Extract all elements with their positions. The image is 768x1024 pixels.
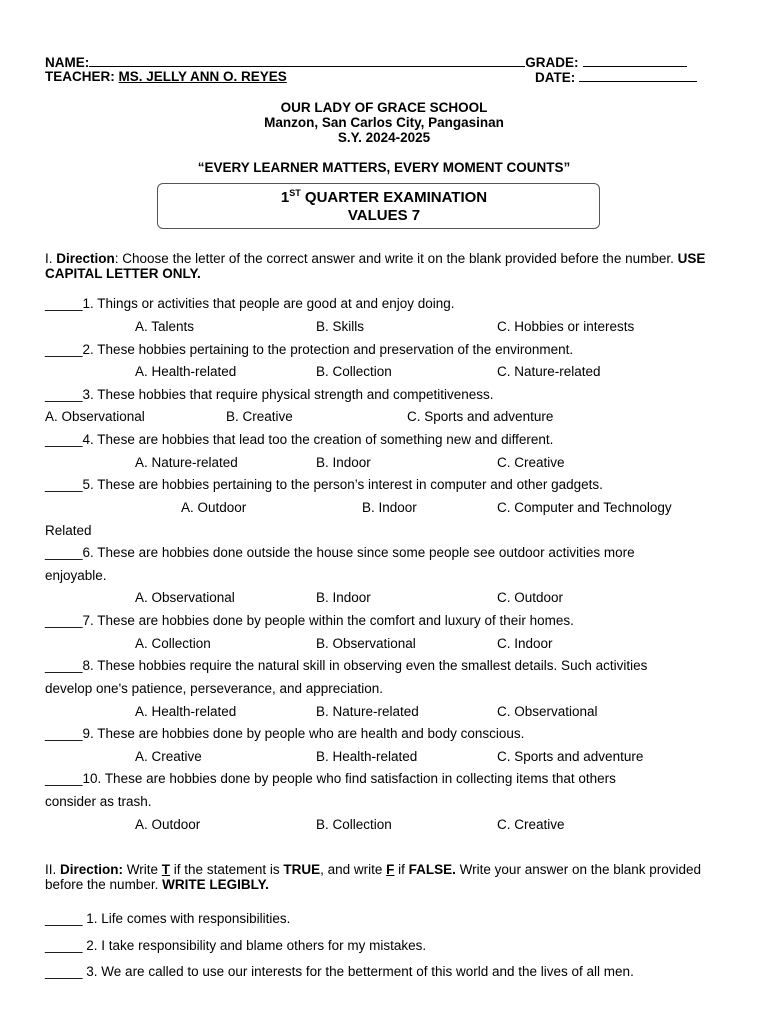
part2-false-letter: F <box>386 862 395 877</box>
q10-option-b: B. Collection <box>316 817 392 832</box>
grade-label: GRADE: <box>525 55 579 70</box>
q6-option-c: C. Outdoor <box>497 590 564 605</box>
name-blank[interactable] <box>89 54 525 67</box>
q2-option-a: A. Health-related <box>135 364 237 379</box>
q2-option-c: C. Nature-related <box>497 364 601 379</box>
date-line <box>535 69 697 85</box>
name-label: NAME: <box>45 55 90 70</box>
q7-option-b: B. Observational <box>316 636 416 651</box>
school-year: S.Y. 2024-2025 <box>337 130 431 145</box>
q7-option-a: A. Collection <box>135 636 211 651</box>
q8-option-c: C. Observational <box>497 704 598 719</box>
q7-option-c: C. Indoor <box>497 636 553 651</box>
exam-title-superscript: ST <box>289 188 301 198</box>
part2-text-2: if the statement is <box>170 862 284 877</box>
question-6: _____6. These are hobbies done outside the house since some people see outdoor activities more <box>45 545 635 560</box>
question-2: _____2. These hobbies pertaining to the protection and preservation of the environment. <box>45 342 574 357</box>
tf-item-2: _____ 2. I take responsibility and blame others for my mistakes. <box>45 938 427 953</box>
exam-title-number: 1 <box>280 189 290 206</box>
question-9: _____9. These are hobbies done by people who are health and body conscious. <box>45 726 525 741</box>
q9-option-a: A. Creative <box>135 749 202 764</box>
school-motto: “EVERY LEARNER MATTERS, EVERY MOMENT COUNTS” <box>197 160 571 175</box>
tf-item-3: _____ 3. We are called to use our interests for the betterment of this world and the lives of all men. <box>45 964 634 979</box>
q3-option-a: A. Observational <box>45 409 145 424</box>
part2-true-word: TRUE <box>283 862 321 877</box>
question-1: _____1. Things or activities that people are good at and enjoy doing. <box>45 296 455 311</box>
question-8: _____8. These hobbies require the natural skill in observing even the smallest details. Such activities <box>45 658 648 673</box>
q5-option-c: C. Computer and Technology <box>497 500 672 515</box>
q4-option-a: A. Nature-related <box>135 455 238 470</box>
part2-direction-emphasis: WRITE LEGIBLY. <box>162 877 269 892</box>
teacher-line <box>45 69 287 84</box>
part2-direction <box>45 862 725 892</box>
part2-false-word: FALSE. <box>408 862 456 877</box>
part2-direction-label: Direction: <box>60 862 124 877</box>
exam-subject: VALUES 7 <box>347 207 421 224</box>
q8-option-a: A. Health-related <box>135 704 237 719</box>
q4-option-b: B. Indoor <box>316 455 371 470</box>
q6-option-a: A. Observational <box>135 590 235 605</box>
school-name: OUR LADY OF GRACE SCHOOL <box>280 100 488 115</box>
date-label: DATE: <box>535 70 576 85</box>
exam-title <box>0 189 768 206</box>
q6-option-b: B. Indoor <box>316 590 371 605</box>
grade-blank[interactable] <box>583 54 687 67</box>
q1-option-a: A. Talents <box>135 319 195 334</box>
part2-text-4: if <box>394 862 409 877</box>
q3-option-b: B. Creative <box>226 409 293 424</box>
name-line <box>45 54 687 70</box>
question-5: _____5. These are hobbies pertaining to the person’s interest in computer and other gadgets. <box>45 477 603 492</box>
q9-option-b: B. Health-related <box>316 749 418 764</box>
question-6-continued: enjoyable. <box>45 568 107 583</box>
question-4: _____4. These are hobbies that lead too the creation of something new and different. <box>45 432 554 447</box>
part1-direction-label: Direction <box>56 251 115 266</box>
q10-option-a: A. Outdoor <box>135 817 201 832</box>
q5-option-c-continued: Related <box>45 523 92 538</box>
school-address: Manzon, San Carlos City, Pangasinan <box>264 115 504 130</box>
teacher-label: TEACHER: <box>45 69 115 84</box>
part2-true-letter: T <box>161 862 171 877</box>
teacher-name: MS. JELLY ANN O. REYES <box>118 69 287 84</box>
question-10-continued: consider as trash. <box>45 794 152 809</box>
question-10: _____10. These are hobbies done by people who find satisfaction in collecting items that others <box>45 771 616 786</box>
question-3: _____3. These hobbies that require physical strength and competitiveness. <box>45 387 494 402</box>
q10-option-c: C. Creative <box>497 817 565 832</box>
q3-option-c: C. Sports and adventure <box>407 409 554 424</box>
tf-item-1: _____ 1. Life comes with responsibilities. <box>45 911 291 926</box>
date-blank[interactable] <box>579 69 697 82</box>
part1-direction <box>45 251 725 281</box>
q5-option-a: A. Outdoor <box>181 500 247 515</box>
exam-title-text: QUARTER EXAMINATION <box>300 189 488 206</box>
part1-direction-text: : Choose the letter of the correct answer and write it on the blank provided before the number. <box>114 251 678 266</box>
q2-option-b: B. Collection <box>316 364 392 379</box>
q4-option-c: C. Creative <box>497 455 565 470</box>
q1-option-c: C. Hobbies or interests <box>497 319 635 334</box>
q9-option-c: C. Sports and adventure <box>497 749 644 764</box>
q1-option-b: B. Skills <box>316 319 365 334</box>
part2-text-5: Write your answer on the blank provided before the number. <box>45 862 702 892</box>
question-7: _____7. These are hobbies done by people within the comfort and luxury of their homes. <box>45 613 574 628</box>
part1-roman: I. <box>45 251 57 266</box>
part2-text-3: , and write <box>320 862 387 877</box>
q8-option-b: B. Nature-related <box>316 704 419 719</box>
question-8-continued: develop one's patience, perseverance, and appreciation. <box>45 681 384 696</box>
part2-roman: II. <box>45 862 61 877</box>
q5-option-b: B. Indoor <box>362 500 417 515</box>
part2-text-1: Write <box>123 862 162 877</box>
part1-direction-emphasis: USE CAPITAL LETTER ONLY. <box>45 251 706 281</box>
